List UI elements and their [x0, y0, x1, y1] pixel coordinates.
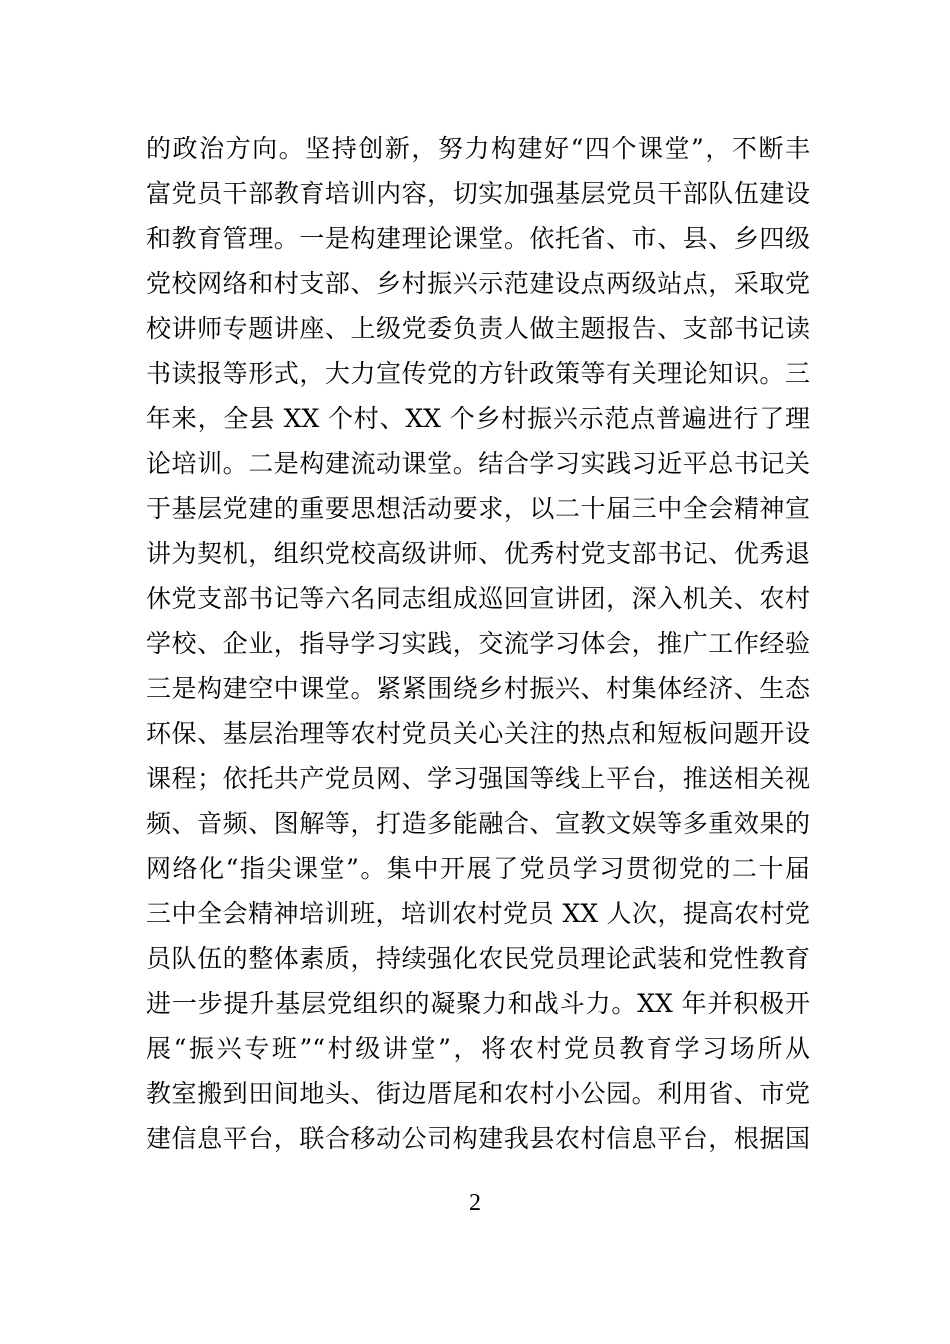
text-line: 教室搬到田间地头、街边厝尾和农村小公园。利用省、市党 [146, 1079, 810, 1108]
text-line: 校讲师专题讲座、上级党委负责人做主题报告、支部书记读 [146, 314, 810, 343]
page-number: 2 [469, 1190, 481, 1216]
text-line: 书读报等形式，大力宣传党的方针政策等有关理论知识。三 [146, 359, 810, 388]
text-line: 于基层党建的重要思想活动要求，以二十届三中全会精神宣 [146, 494, 810, 523]
text-line: 富党员干部教育培训内容，切实加强基层党员干部队伍建设 [146, 179, 810, 208]
text-line: 课程；依托共产党员网、学习强国等线上平台，推送相关视 [146, 764, 810, 793]
text-line: 建信息平台，联合移动公司构建我县农村信息平台，根据国 [146, 1124, 810, 1153]
text-line: 三中全会精神培训班，培训农村党员 XX 人次，提高农村党 [146, 899, 810, 928]
text-line: 和教育管理。一是构建理论课堂。依托省、市、县、乡四级 [146, 224, 810, 253]
text-line: 环保、基层治理等农村党员关心关注的热点和短板问题开设 [146, 719, 810, 748]
text-line: 网络化“指尖课堂”。集中开展了党员学习贯彻党的二十届 [146, 854, 810, 883]
text-line: 年来，全县 XX 个村、XX 个乡村振兴示范点普遍进行了理 [146, 404, 810, 433]
body-text [146, 126, 810, 1161]
text-line: 展“振兴专班”“村级讲堂”，将农村党员教育学习场所从 [146, 1034, 810, 1063]
text-line: 讲为契机，组织党校高级讲师、优秀村党支部书记、优秀退 [146, 539, 810, 568]
text-line: 学校、企业，指导学习实践，交流学习体会，推广工作经验 [146, 629, 810, 658]
text-line: 党校网络和村支部、乡村振兴示范建设点两级站点，采取党 [146, 269, 810, 298]
text-line: 休党支部书记等六名同志组成巡回宣讲团，深入机关、农村 [146, 584, 810, 613]
text-line: 论培训。二是构建流动课堂。结合学习实践习近平总书记关 [146, 449, 810, 478]
text-line: 进一步提升基层党组织的凝聚力和战斗力。XX 年并积极开 [146, 989, 810, 1018]
text-line: 三是构建空中课堂。紧紧围绕乡村振兴、村集体经济、生态 [146, 674, 810, 703]
text-line: 员队伍的整体素质，持续强化农民党员理论武装和党性教育 [146, 944, 810, 973]
text-line: 频、音频、图解等，打造多能融合、宣教文娱等多重效果的 [146, 809, 810, 838]
text-line: 的政治方向。坚持创新，努力构建好“四个课堂”，不断丰 [146, 134, 810, 163]
